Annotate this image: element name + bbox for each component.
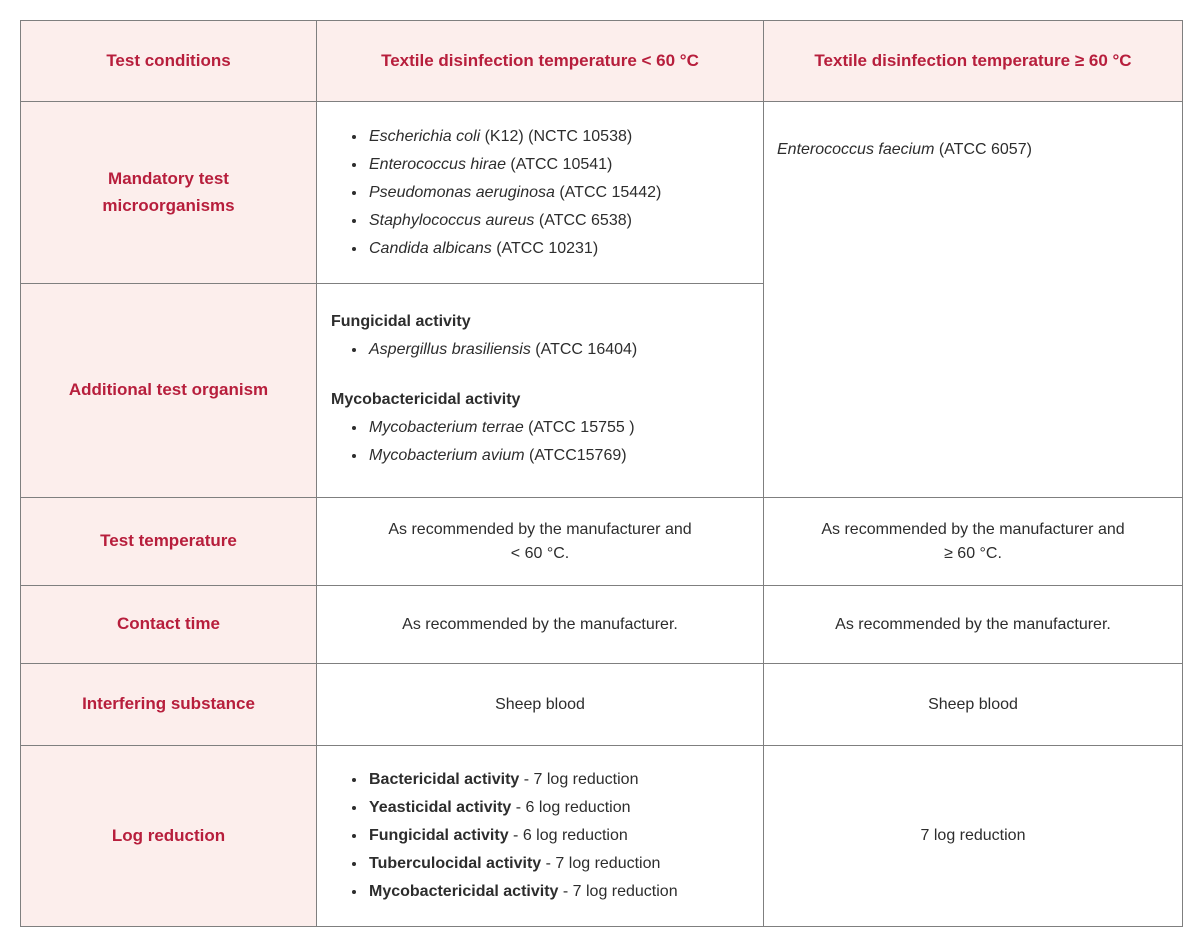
cell-mandatory-lt60 xyxy=(317,102,764,284)
list-item: • Enterococcus hirae (ATCC 10541) xyxy=(367,153,749,177)
temperature-lt60-line1: As recommended by the manufacturer and xyxy=(388,520,692,538)
mycobactericidal-organism-list xyxy=(331,416,749,468)
cell-temperature-gte60 xyxy=(764,498,1183,586)
mandatory-organism-list xyxy=(331,125,749,261)
organism-gte60: Enterococcus faecium (ATCC 6057) xyxy=(777,141,1032,158)
list-item: • Bactericidal activity - 7 log reduction xyxy=(367,768,749,792)
row-label-test-temperature: Test temperature xyxy=(21,498,317,586)
row-label-interfering-substance: Interfering substance xyxy=(21,664,317,746)
row-label-log-reduction: Log reduction xyxy=(21,746,317,927)
log-reduction-list xyxy=(331,768,749,904)
list-item: • Aspergillus brasiliensis (ATCC 16404) xyxy=(367,338,749,362)
cell-organism-gte60 xyxy=(764,102,1183,498)
header-temp-gte60: Textile disinfection temperature ≥ 60 °C xyxy=(764,21,1183,102)
list-item: • Candida albicans (ATCC 10231) xyxy=(367,237,749,261)
list-item: • Fungicidal activity - 6 log reduction xyxy=(367,824,749,848)
list-item: • Mycobacterium terrae (ATCC 15755 ) xyxy=(367,416,749,440)
list-item: • Staphylococcus aureus (ATCC 6538) xyxy=(367,209,749,233)
row-label-mandatory: Mandatory test microorganisms xyxy=(21,102,317,284)
row-label-additional: Additional test organism xyxy=(21,284,317,498)
fungicidal-activity-heading: Fungicidal activity xyxy=(331,312,471,330)
cell-interfering-lt60: Sheep blood xyxy=(317,664,764,746)
cell-contact-gte60: As recommended by the manufacturer. xyxy=(764,586,1183,664)
row-label-contact-time: Contact time xyxy=(21,586,317,664)
list-item: • Mycobacterium avium (ATCC15769) xyxy=(367,444,749,468)
cell-log-reduction-gte60: 7 log reduction xyxy=(764,746,1183,927)
cell-interfering-gte60: Sheep blood xyxy=(764,664,1183,746)
header-temp-lt60: Textile disinfection temperature < 60 °C xyxy=(317,21,764,102)
mycobactericidal-activity-heading: Mycobactericidal activity xyxy=(331,390,521,408)
header-test-conditions: Test conditions xyxy=(21,21,317,102)
temperature-gte60-line2: ≥ 60 °C. xyxy=(944,544,1002,562)
fungicidal-organism-list xyxy=(331,338,749,362)
cell-temperature-lt60 xyxy=(317,498,764,586)
row-log-reduction xyxy=(21,746,1183,927)
list-item: • Yeasticidal activity - 6 log reduction xyxy=(367,796,749,820)
temperature-gte60-line1: As recommended by the manufacturer and xyxy=(821,520,1125,538)
list-item: • Escherichia coli (K12) (NCTC 10538) xyxy=(367,125,749,149)
disinfection-conditions-table xyxy=(20,20,1183,927)
temperature-lt60-line2: < 60 °C. xyxy=(510,544,570,562)
list-item: • Tuberculocidal activity - 7 log reduction xyxy=(367,852,749,876)
row-mandatory-test-microorganisms xyxy=(21,102,1183,284)
list-item: • Pseudomonas aeruginosa (ATCC 15442) xyxy=(367,181,749,205)
row-contact-time xyxy=(21,586,1183,664)
cell-additional-lt60 xyxy=(317,284,764,498)
row-interfering-substance xyxy=(21,664,1183,746)
header-row xyxy=(21,21,1183,102)
cell-log-reduction-lt60 xyxy=(317,746,764,927)
row-test-temperature xyxy=(21,498,1183,586)
list-item: • Mycobactericidal activity - 7 log reduction xyxy=(367,880,749,904)
cell-contact-lt60: As recommended by the manufacturer. xyxy=(317,586,764,664)
